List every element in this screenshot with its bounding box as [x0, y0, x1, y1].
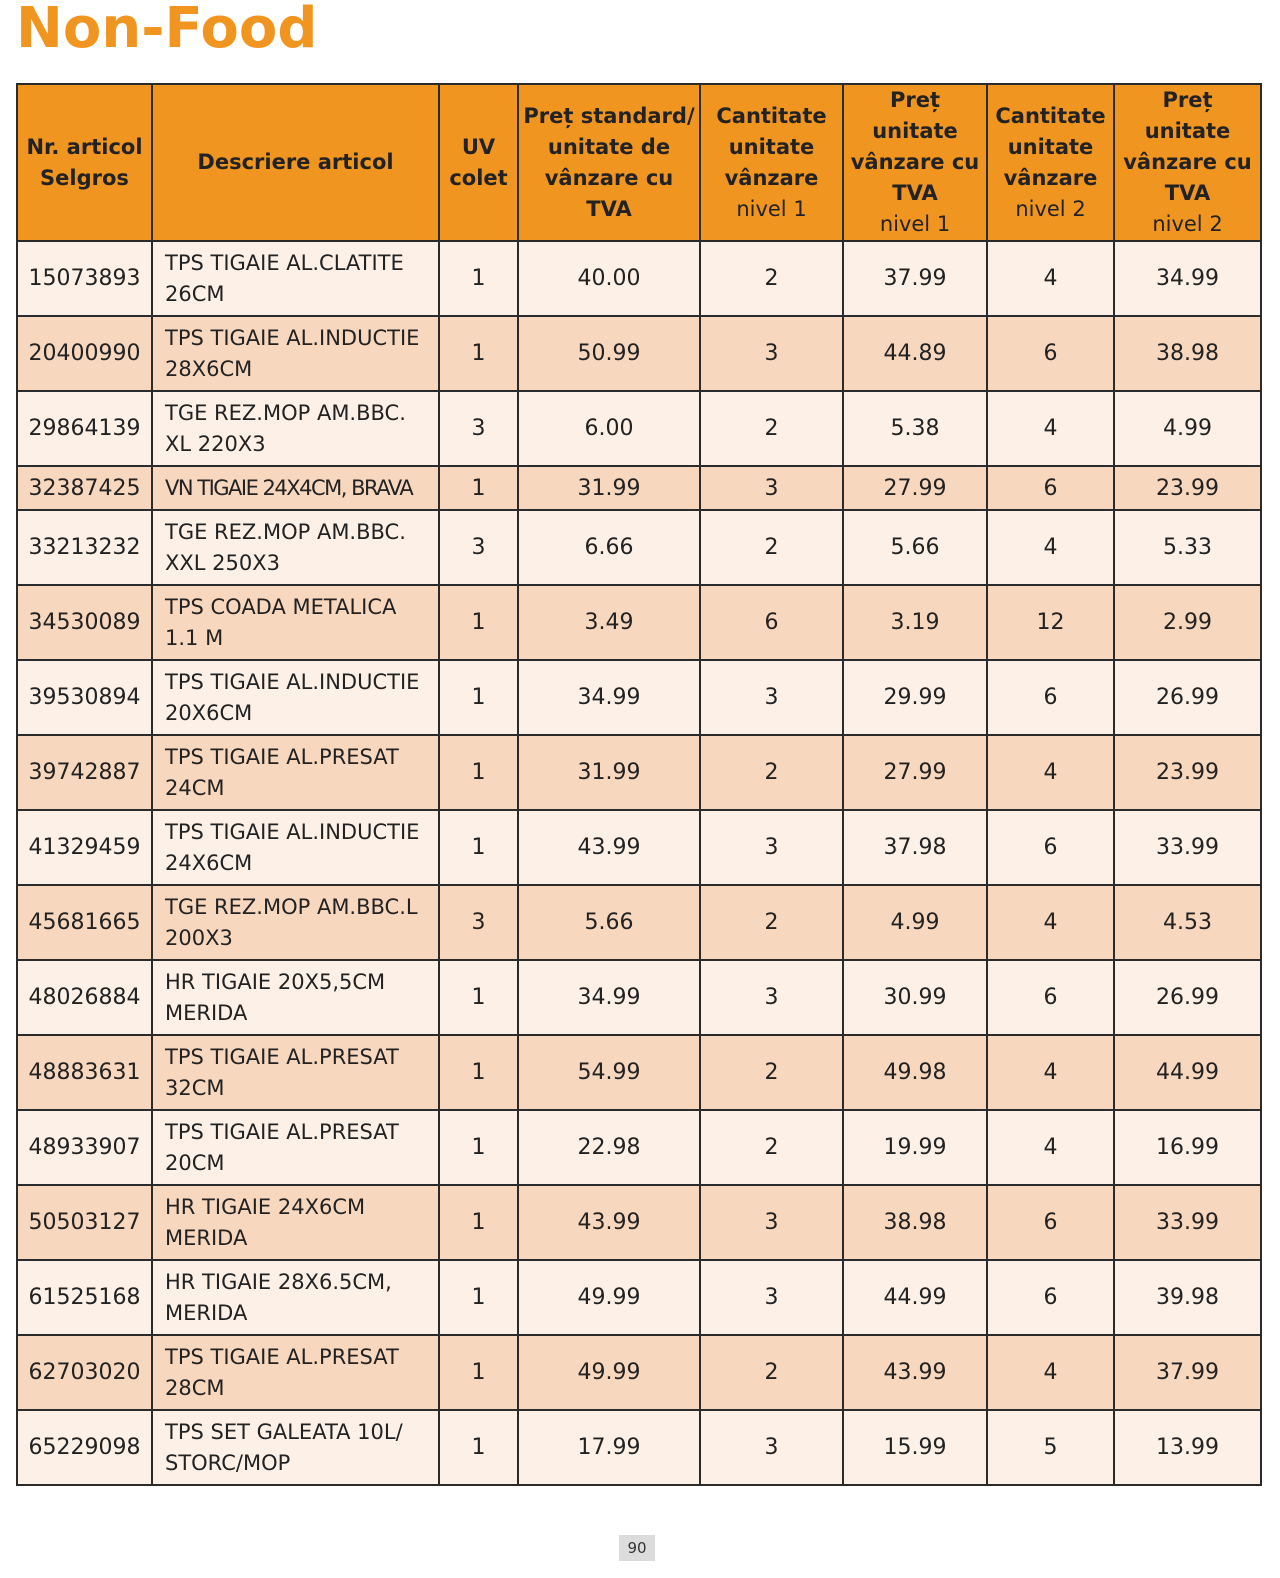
table-row	[17, 466, 1261, 510]
table-header-row	[17, 84, 1261, 241]
cell-cantitate-nivel-2: 4	[987, 1110, 1114, 1185]
table-row	[17, 885, 1261, 960]
cell-nr-articol: 39530894	[17, 660, 152, 735]
cell-pret-nivel-2: 33.99	[1114, 1185, 1261, 1260]
cell-cantitate-nivel-1: 3	[700, 810, 843, 885]
cell-pret-nivel-1: 43.99	[843, 1335, 987, 1410]
cell-pret-standard: 5.66	[518, 885, 700, 960]
cell-pret-nivel-1: 27.99	[843, 735, 987, 810]
cell-pret-standard: 49.99	[518, 1260, 700, 1335]
cell-cantitate-nivel-1: 2	[700, 391, 843, 466]
cell-pret-nivel-2: 33.99	[1114, 810, 1261, 885]
cell-nr-articol: 39742887	[17, 735, 152, 810]
cell-descriere: TPS TIGAIE AL.PRESAT 24CM	[152, 735, 439, 810]
cell-pret-nivel-2: 4.99	[1114, 391, 1261, 466]
cell-pret-standard: 31.99	[518, 466, 700, 510]
cell-uv-colet: 1	[439, 810, 518, 885]
cell-pret-nivel-2: 16.99	[1114, 1110, 1261, 1185]
cell-cantitate-nivel-2: 4	[987, 1035, 1114, 1110]
cell-cantitate-nivel-2: 4	[987, 1335, 1114, 1410]
cell-uv-colet: 3	[439, 391, 518, 466]
cell-cantitate-nivel-1: 3	[700, 660, 843, 735]
cell-pret-standard: 17.99	[518, 1410, 700, 1485]
cell-nr-articol: 65229098	[17, 1410, 152, 1485]
cell-descriere: TPS TIGAIE AL.PRESAT 32CM	[152, 1035, 439, 1110]
cell-cantitate-nivel-2: 4	[987, 391, 1114, 466]
cell-nr-articol: 61525168	[17, 1260, 152, 1335]
cell-pret-standard: 34.99	[518, 960, 700, 1035]
cell-cantitate-nivel-2: 6	[987, 1185, 1114, 1260]
cell-pret-standard: 3.49	[518, 585, 700, 660]
cell-cantitate-nivel-1: 3	[700, 316, 843, 391]
cell-descriere: TPS TIGAIE AL.PRESAT 20CM	[152, 1110, 439, 1185]
table-row	[17, 391, 1261, 466]
cell-descriere: HR TIGAIE 24X6CM MERIDA	[152, 1185, 439, 1260]
cell-pret-nivel-1: 27.99	[843, 466, 987, 510]
cell-cantitate-nivel-2: 6	[987, 810, 1114, 885]
price-table	[16, 83, 1262, 1486]
cell-nr-articol: 41329459	[17, 810, 152, 885]
cell-pret-standard: 40.00	[518, 241, 700, 316]
cell-pret-nivel-1: 19.99	[843, 1110, 987, 1185]
cell-descriere: TPS TIGAIE AL.INDUCTIE 20X6CM	[152, 660, 439, 735]
cell-cantitate-nivel-2: 12	[987, 585, 1114, 660]
cell-cantitate-nivel-2: 4	[987, 510, 1114, 585]
cell-cantitate-nivel-2: 6	[987, 1260, 1114, 1335]
cell-descriere: VN TIGAIE 24X4CM, BRAVA	[152, 466, 439, 510]
table-row	[17, 1110, 1261, 1185]
table-row	[17, 1335, 1261, 1410]
cell-nr-articol: 32387425	[17, 466, 152, 510]
cell-uv-colet: 3	[439, 510, 518, 585]
page-number: 90	[619, 1535, 655, 1561]
cell-uv-colet: 1	[439, 316, 518, 391]
cell-pret-standard: 49.99	[518, 1335, 700, 1410]
cell-pret-nivel-1: 37.99	[843, 241, 987, 316]
cell-cantitate-nivel-2: 6	[987, 466, 1114, 510]
cell-uv-colet: 3	[439, 885, 518, 960]
cell-cantitate-nivel-1: 2	[700, 1335, 843, 1410]
cell-cantitate-nivel-2: 4	[987, 885, 1114, 960]
table-row	[17, 241, 1261, 316]
cell-uv-colet: 1	[439, 585, 518, 660]
table-row	[17, 585, 1261, 660]
cell-uv-colet: 1	[439, 241, 518, 316]
cell-pret-nivel-2: 26.99	[1114, 660, 1261, 735]
cell-cantitate-nivel-2: 6	[987, 660, 1114, 735]
header-nr-articol: Nr. articol Selgros	[17, 84, 152, 241]
cell-cantitate-nivel-1: 3	[700, 1260, 843, 1335]
cell-cantitate-nivel-1: 2	[700, 885, 843, 960]
table-row	[17, 960, 1261, 1035]
cell-pret-nivel-1: 49.98	[843, 1035, 987, 1110]
cell-descriere: TPS COADA METALICA 1.1 M	[152, 585, 439, 660]
cell-uv-colet: 1	[439, 660, 518, 735]
cell-nr-articol: 33213232	[17, 510, 152, 585]
cell-pret-nivel-2: 38.98	[1114, 316, 1261, 391]
cell-nr-articol: 62703020	[17, 1335, 152, 1410]
cell-descriere: TGE REZ.MOP AM.BBC.L 200X3	[152, 885, 439, 960]
table-row	[17, 316, 1261, 391]
header-uv-colet: UV colet	[439, 84, 518, 241]
cell-pret-nivel-2: 4.53	[1114, 885, 1261, 960]
header-pret-standard: Preț standard/ unitate de vânzare cu TVA	[518, 84, 700, 241]
cell-descriere: TPS TIGAIE AL.INDUCTIE 28X6CM	[152, 316, 439, 391]
cell-nr-articol: 48026884	[17, 960, 152, 1035]
cell-pret-nivel-2: 2.99	[1114, 585, 1261, 660]
cell-cantitate-nivel-1: 3	[700, 960, 843, 1035]
cell-descriere: TPS SET GALEATA 10L/ STORC/MOP	[152, 1410, 439, 1485]
cell-pret-standard: 34.99	[518, 660, 700, 735]
cell-cantitate-nivel-1: 2	[700, 735, 843, 810]
header-cantitate-nivel-2: Cantitate unitate vânzare nivel 2	[987, 84, 1114, 241]
cell-pret-nivel-2: 26.99	[1114, 960, 1261, 1035]
cell-pret-standard: 50.99	[518, 316, 700, 391]
cell-descriere: TPS TIGAIE AL.INDUCTIE 24X6CM	[152, 810, 439, 885]
table-row	[17, 510, 1261, 585]
cell-descriere: HR TIGAIE 28X6.5CM, MERIDA	[152, 1260, 439, 1335]
cell-pret-nivel-2: 44.99	[1114, 1035, 1261, 1110]
cell-uv-colet: 1	[439, 735, 518, 810]
cell-uv-colet: 1	[439, 1035, 518, 1110]
cell-pret-standard: 6.66	[518, 510, 700, 585]
cell-pret-nivel-2: 23.99	[1114, 466, 1261, 510]
cell-uv-colet: 1	[439, 466, 518, 510]
cell-cantitate-nivel-1: 2	[700, 1035, 843, 1110]
cell-nr-articol: 29864139	[17, 391, 152, 466]
cell-cantitate-nivel-2: 4	[987, 241, 1114, 316]
table-row	[17, 1185, 1261, 1260]
cell-cantitate-nivel-2: 6	[987, 316, 1114, 391]
cell-pret-nivel-2: 34.99	[1114, 241, 1261, 316]
cell-uv-colet: 1	[439, 1185, 518, 1260]
cell-descriere: TPS TIGAIE AL.PRESAT 28CM	[152, 1335, 439, 1410]
cell-cantitate-nivel-1: 2	[700, 241, 843, 316]
cell-pret-nivel-2: 39.98	[1114, 1260, 1261, 1335]
table-row	[17, 1260, 1261, 1335]
cell-descriere: TPS TIGAIE AL.CLATITE 26CM	[152, 241, 439, 316]
cell-nr-articol: 45681665	[17, 885, 152, 960]
cell-cantitate-nivel-1: 2	[700, 1110, 843, 1185]
cell-pret-standard: 43.99	[518, 1185, 700, 1260]
cell-pret-nivel-2: 5.33	[1114, 510, 1261, 585]
cell-cantitate-nivel-1: 3	[700, 466, 843, 510]
header-descriere: Descriere articol	[152, 84, 439, 241]
cell-pret-nivel-1: 5.38	[843, 391, 987, 466]
table-row	[17, 660, 1261, 735]
cell-descriere: TGE REZ.MOP AM.BBC. XXL 250X3	[152, 510, 439, 585]
cell-descriere: TGE REZ.MOP AM.BBC. XL 220X3	[152, 391, 439, 466]
cell-uv-colet: 1	[439, 960, 518, 1035]
cell-nr-articol: 15073893	[17, 241, 152, 316]
table-row	[17, 1410, 1261, 1485]
cell-pret-nivel-1: 37.98	[843, 810, 987, 885]
cell-uv-colet: 1	[439, 1335, 518, 1410]
cell-pret-nivel-1: 3.19	[843, 585, 987, 660]
cell-pret-nivel-1: 44.89	[843, 316, 987, 391]
cell-pret-standard: 54.99	[518, 1035, 700, 1110]
cell-cantitate-nivel-2: 5	[987, 1410, 1114, 1485]
cell-pret-standard: 6.00	[518, 391, 700, 466]
cell-pret-standard: 43.99	[518, 810, 700, 885]
cell-pret-standard: 31.99	[518, 735, 700, 810]
cell-cantitate-nivel-1: 3	[700, 1185, 843, 1260]
cell-nr-articol: 20400990	[17, 316, 152, 391]
cell-pret-nivel-1: 5.66	[843, 510, 987, 585]
cell-cantitate-nivel-2: 4	[987, 735, 1114, 810]
page-title: Non-Food	[16, 0, 318, 61]
cell-uv-colet: 1	[439, 1110, 518, 1185]
cell-pret-nivel-1: 29.99	[843, 660, 987, 735]
cell-pret-nivel-1: 30.99	[843, 960, 987, 1035]
header-cantitate-nivel-1: Cantitate unitate vânzare nivel 1	[700, 84, 843, 241]
header-pret-nivel-1: Preț unitate vânzare cu TVA nivel 1	[843, 84, 987, 241]
cell-pret-nivel-1: 4.99	[843, 885, 987, 960]
cell-pret-nivel-2: 23.99	[1114, 735, 1261, 810]
cell-descriere: HR TIGAIE 20X5,5CM MERIDA	[152, 960, 439, 1035]
cell-nr-articol: 48883631	[17, 1035, 152, 1110]
cell-pret-standard: 22.98	[518, 1110, 700, 1185]
cell-pret-nivel-1: 15.99	[843, 1410, 987, 1485]
cell-cantitate-nivel-1: 2	[700, 510, 843, 585]
cell-nr-articol: 34530089	[17, 585, 152, 660]
cell-cantitate-nivel-1: 6	[700, 585, 843, 660]
table-row	[17, 810, 1261, 885]
table-row	[17, 735, 1261, 810]
cell-uv-colet: 1	[439, 1260, 518, 1335]
cell-pret-nivel-2: 13.99	[1114, 1410, 1261, 1485]
table-row	[17, 1035, 1261, 1110]
cell-cantitate-nivel-1: 3	[700, 1410, 843, 1485]
cell-nr-articol: 48933907	[17, 1110, 152, 1185]
cell-pret-nivel-1: 44.99	[843, 1260, 987, 1335]
cell-nr-articol: 50503127	[17, 1185, 152, 1260]
cell-pret-nivel-2: 37.99	[1114, 1335, 1261, 1410]
cell-pret-nivel-1: 38.98	[843, 1185, 987, 1260]
cell-uv-colet: 1	[439, 1410, 518, 1485]
cell-cantitate-nivel-2: 6	[987, 960, 1114, 1035]
header-pret-nivel-2: Preț unitate vânzare cu TVA nivel 2	[1114, 84, 1261, 241]
